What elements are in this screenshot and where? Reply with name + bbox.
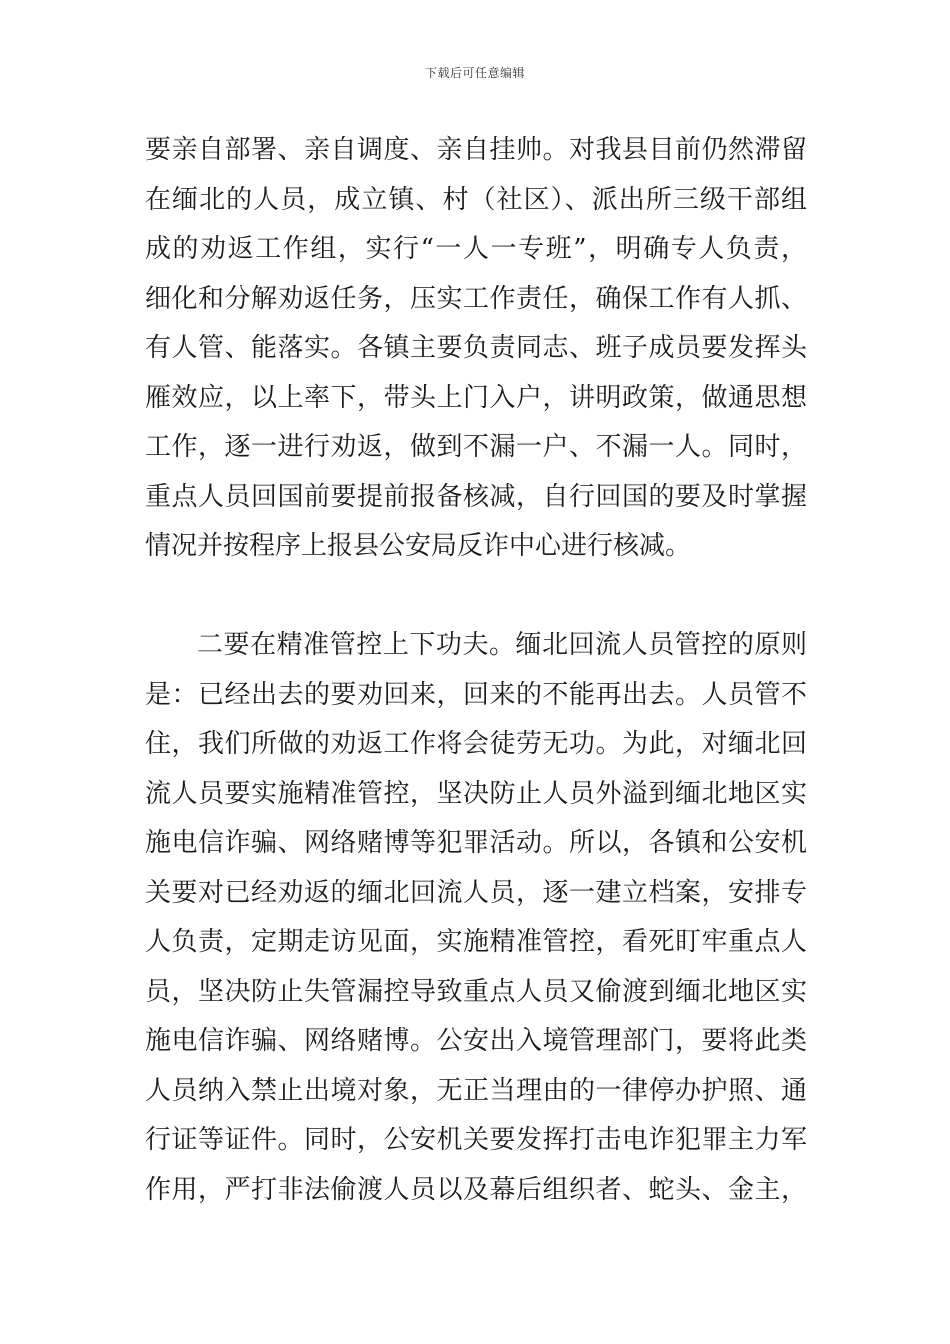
text-line: 流人员要实施精准管控，坚决防止人员外溢到缅北地区实 xyxy=(145,778,807,809)
text-line: 施电信诈骗、网络赌博等犯罪活动。所以，各镇和公安机 xyxy=(145,828,807,858)
text-line: 二要在精准管控上下功夫。缅北回流人员管控的原则 xyxy=(197,630,807,660)
text-line: 人员纳入禁止出境对象，无正当理由的一律停办护照、通 xyxy=(145,1075,807,1106)
text-line: 行证等证件。同时，公安机关要发挥打击电诈犯罪主力军 xyxy=(145,1125,807,1155)
text-line: 在缅北的人员，成立镇、村（社区）、派出所三级干部组 xyxy=(145,184,807,215)
text-line: 成的劝返工作组，实行“一人一专班”，明确专人负责， xyxy=(145,234,807,264)
text-line: 重点人员回国前要提前报备核减，自行回国的要及时掌握 xyxy=(145,481,807,512)
text-line: 关要对已经劝返的缅北回流人员，逐一建立档案，安排专 xyxy=(145,877,807,908)
text-line: 细化和分解劝返任务，压实工作责任，确保工作有人抓、 xyxy=(145,283,807,314)
paragraph-1 xyxy=(145,126,807,572)
text-line: 作用，严打非法偷渡人员以及幕后组织者、蛇头、金主， xyxy=(145,1174,807,1205)
text-line: 人负责，定期走访见面，实施精准管控，看死盯牢重点人 xyxy=(145,927,807,957)
text-line: 情况并按程序上报县公安局反诈中心进行核减。 xyxy=(145,531,692,561)
text-line: 有人管、能落实。各镇主要负责同志、班子成员要发挥头 xyxy=(145,333,807,363)
text-line: 要亲自部署、亲自调度、亲自挂帅。对我县目前仍然滞留 xyxy=(145,135,807,165)
text-line: 员，坚决防止失管漏控导致重点人员又偷渡到缅北地区实 xyxy=(145,976,807,1007)
text-line: 是：已经出去的要劝回来，回来的不能再出去。人员管不 xyxy=(145,679,807,710)
text-line: 施电信诈骗、网络赌博。公安出入境管理部门，要将此类 xyxy=(145,1026,807,1056)
text-line: 住，我们所做的劝返工作将会徒劳无功。为此，对缅北回 xyxy=(145,729,807,759)
text-line: 工作，逐一进行劝返，做到不漏一户、不漏一人。同时， xyxy=(145,432,807,462)
text-line: 雁效应，以上率下，带头上门入户，讲明政策，做通思想 xyxy=(145,382,807,413)
paragraph-2 xyxy=(145,621,807,1215)
page-header: 下载后可任意编辑 xyxy=(424,66,525,80)
